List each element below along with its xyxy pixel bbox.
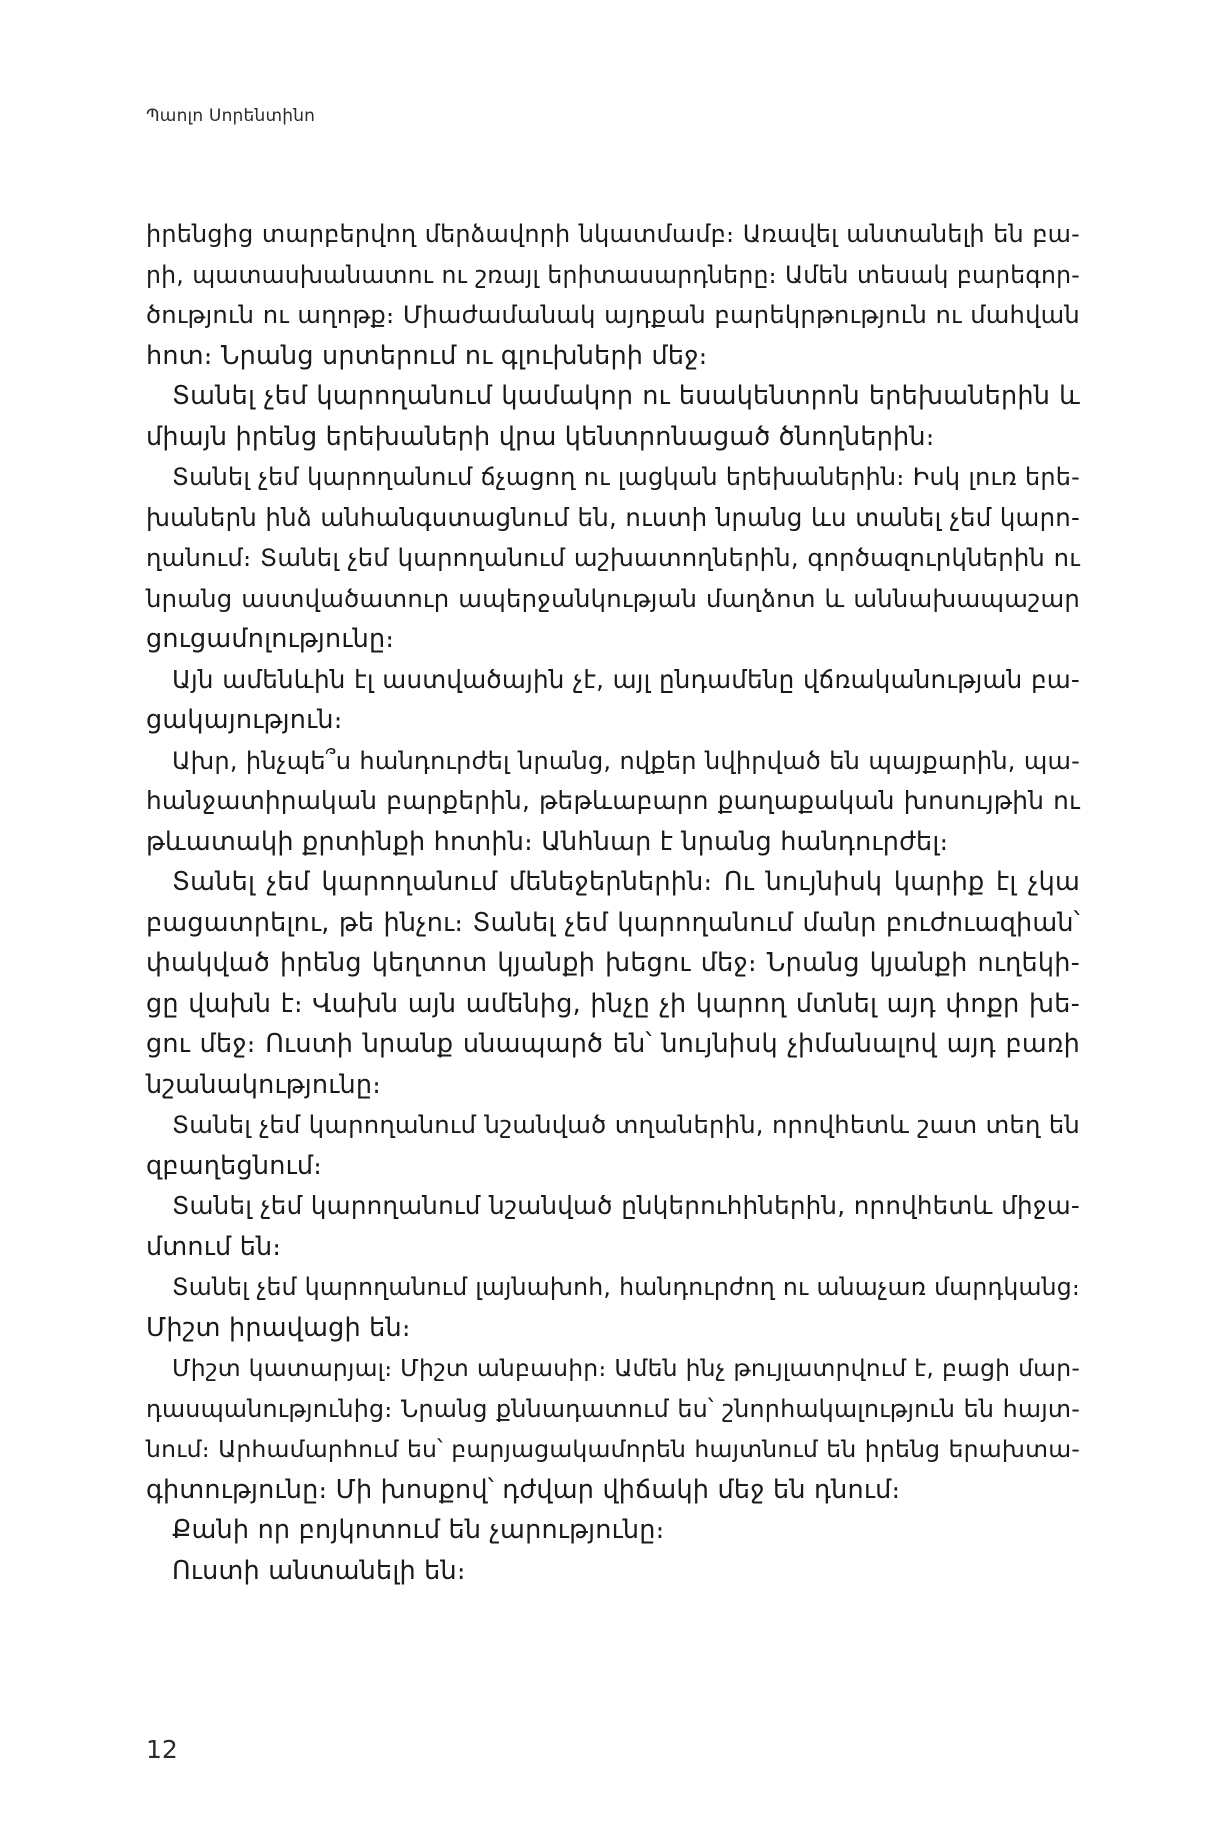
text-line: ցակայություն։ <box>146 705 343 735</box>
body-text <box>146 214 1080 1591</box>
text-line: նրանց աստվածատուր ապերջանկության մաղձոտ և աննախապաշար <box>146 583 1080 613</box>
text-line: ցու մեջ։ Ուստի նրանք սնապարծ են՝ նույնիսկ չիմանալով այդ բառի <box>146 1029 1080 1059</box>
text-line: ցը վախն է։ Վախն այն ամենից, ինչը չի կարող մտնել այդ փոքր խե- <box>146 988 1080 1019</box>
text-line: Ախր, ինչպե՞ս հանդուրժել նրանց, ովքեր նվիրված են պայքարին, պա- <box>172 746 1080 775</box>
text-line: մտում են։ <box>146 1231 282 1262</box>
text-line: նշանակությունը։ <box>146 1069 382 1100</box>
text-line: Այն ամենևին էլ աստվածային չէ, այլ ընդամենը վճռականության բա- <box>172 664 1080 694</box>
text-line: թևատակի քրտինքի հոտին։ Անհնար է նրանց հանդուրժել։ <box>146 826 949 857</box>
text-line: զբաղեցնում։ <box>146 1150 323 1181</box>
text-line: միայն իրենց երեխաների վրա կենտրոնացած ծնողներին։ <box>146 421 935 452</box>
text-line: գիտությունը։ Մի խոսքով՝ դժվար վիճակի մեջ են դնում։ <box>146 1474 901 1505</box>
text-line: րի, պատասխանատու ու շռայլ երիտասարդները։ Ամեն տեսակ բարեգոր- <box>146 260 1080 289</box>
text-line: Տանել չեմ կարողանում լայնախոհ, հանդուրժող ու անաչառ մարդկանց։ <box>172 1273 1080 1301</box>
text-line: Տանել չեմ կարողանում մենեջերներին։ Ու նույնիսկ կարիք էլ չկա <box>172 867 1080 897</box>
text-line: Միշտ կատարյալ։ Միշտ անբասիր։ Ամեն ինչ թույլատրվում է, բացի մար- <box>172 1354 1080 1382</box>
running-head: Պաոլո Սորենտինո <box>146 106 316 126</box>
text-line: Քանի որ բոյկոտում են չարությունը։ <box>172 1515 665 1545</box>
text-line: դասպանությունից։ Նրանց քննադատում ես՝ շնորհակալություն են հայտ- <box>146 1394 1080 1423</box>
text-line: Ուստի անտանելի են։ <box>172 1555 466 1586</box>
text-line: նում։ Արհամարհում ես՝ բարյացակամորեն հայտնում են իրենց երախտա- <box>146 1435 1080 1463</box>
text-line: ղանում։ Տանել չեմ կարողանում աշխատողներին, գործազուրկներին ու <box>146 543 1080 572</box>
text-line: Տանել չեմ կարողանում նշանված տղաներին, որովհետև շատ տեղ են <box>172 1110 1080 1139</box>
text-line: ծություն ու աղոթք։ Միաժամանակ այդքան բարեկրթություն ու մահվան <box>146 301 1080 329</box>
text-line: բացատրելու, թե ինչու։ Տանել չեմ կարողանում մանր բուժուազիան՝ <box>146 907 1080 938</box>
text-line: հանջատիրական բարքերին, թեթևաբարո քաղաքական խոսույթին ու <box>146 786 1080 815</box>
text-line: Տանել չեմ կարողանում ճչացող ու լացկան երեխաներին։ Իսկ լուռ երե- <box>172 463 1080 491</box>
text-line: խաներն ինձ անհանգստացնում են, ուստի նրանց ևս տանել չեմ կարո- <box>146 502 1080 532</box>
text-line: Տանել չեմ կարողանում կամակոր ու եսակենտրոն երեխաներին և <box>172 381 1080 411</box>
text-line: հոտ։ Նրանց սրտերում ու գլուխների մեջ։ <box>146 340 708 371</box>
text-line: ցուցամոլությունը։ <box>146 624 395 654</box>
text-line: իրենցից տարբերվող մերձավորի նկատմամբ։ Առավել անտանելի են բա- <box>146 220 1080 248</box>
page-number: 12 <box>146 1735 178 1764</box>
text-line: Տանել չեմ կարողանում նշանված ընկերուհիներին, որովհետև միջա- <box>172 1191 1080 1220</box>
text-line: Միշտ իրավացի են։ <box>146 1312 411 1343</box>
text-line: փակված իրենց կեղտոտ կյանքի խեցու մեջ։ Նրանց կյանքի ուղեկի- <box>146 948 1080 978</box>
